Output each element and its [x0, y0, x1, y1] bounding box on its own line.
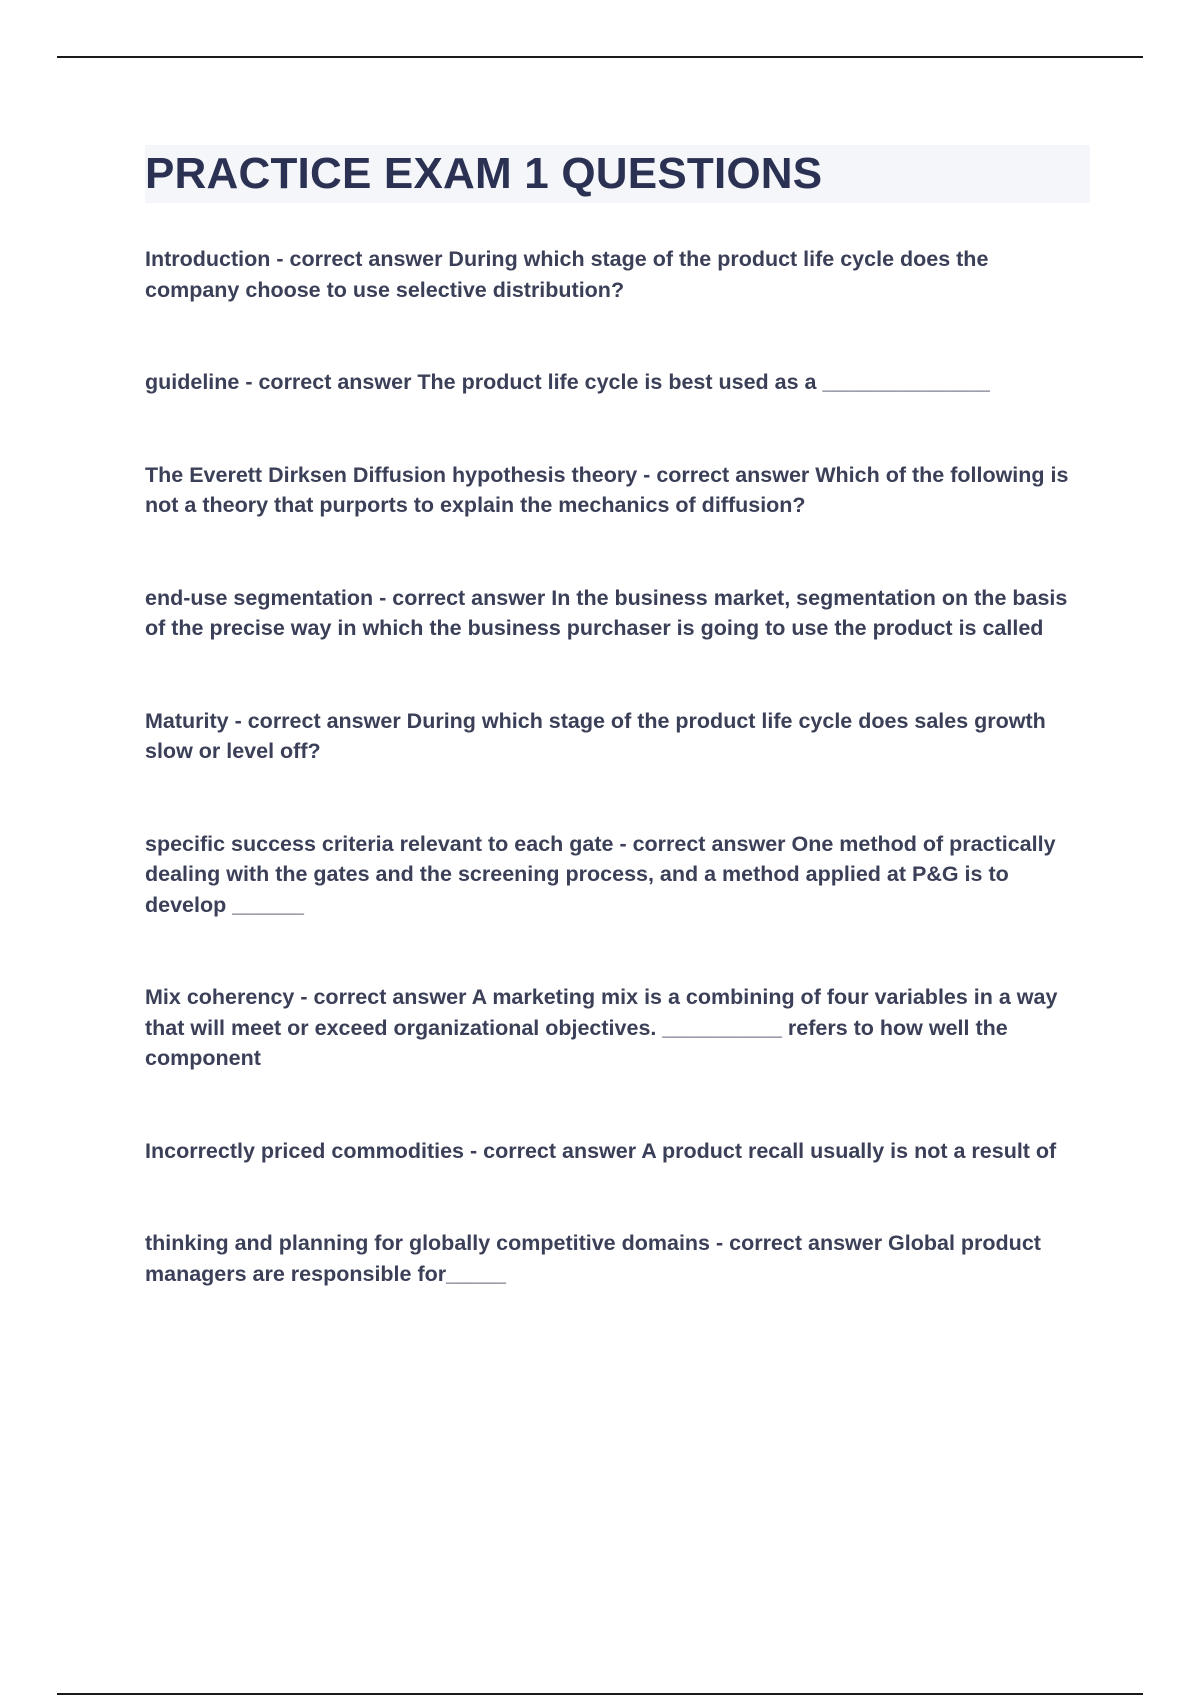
question-item: Maturity - correct answer During which stage of the product life cycle does sales growth slow or level off?	[145, 708, 1046, 763]
question-item: Incorrectly priced commodities - correct answer A product recall usually is not a result of	[145, 1138, 1057, 1163]
question-item: specific success criteria relevant to each gate - correct answer One method of practically dealing with the gates and the screening process, and a method applied at P&G is to develop ______	[145, 831, 1056, 917]
question-list	[145, 244, 1075, 1289]
question-item: thinking and planning for globally competitive domains - correct answer Global product managers are responsible for_____	[145, 1231, 1041, 1286]
page-title: PRACTICE EXAM 1 QUESTIONS	[145, 149, 823, 198]
question-item: Mix coherency - correct answer A marketing mix is a combining of four variables in a way that will meet or exceed organizational objectives. __________ refers to how well the component	[145, 985, 1058, 1070]
question-item: end-use segmentation - correct answer In the business market, segmentation on the basis of the precise way in which the business purchaser is going to use the product is called	[145, 585, 1068, 640]
question-item: guideline - correct answer The product life cycle is best used as a ______________	[145, 370, 990, 394]
bottom-divider	[57, 1693, 1143, 1695]
question-item: Introduction - correct answer During which stage of the product life cycle does the company choose to use selective distribution?	[145, 247, 989, 302]
top-divider	[57, 56, 1143, 58]
question-item: The Everett Dirksen Diffusion hypothesis theory - correct answer Which of the following is not a theory that purports to explain the mechanics of diffusion?	[145, 462, 1069, 517]
